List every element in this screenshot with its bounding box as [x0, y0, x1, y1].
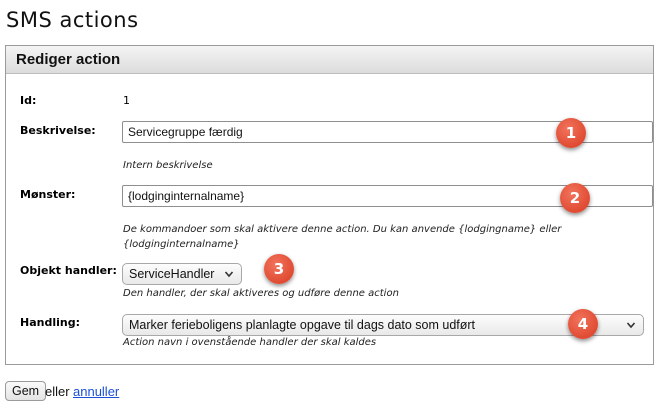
description-help: Intern beskrivelse [123, 160, 213, 171]
description-label: Beskrivelse: [20, 124, 96, 137]
object-handler-label: Objekt handler: [20, 264, 117, 277]
annotation-badge-2: 2 [560, 183, 590, 213]
chevron-down-icon [626, 319, 636, 331]
action-select[interactable] [122, 314, 644, 336]
cancel-link[interactable]: annuller [73, 384, 120, 399]
id-label: Id: [20, 94, 37, 107]
pattern-help-line2: {lodginginternalname} [123, 239, 240, 250]
panel-header: Rediger action [6, 46, 653, 74]
pattern-help-line1: De kommandoer som skal aktivere denne action. Du kan anvende {lodgingname} eller [123, 224, 562, 235]
save-button[interactable]: Gem [5, 381, 46, 401]
page-title: SMS actions [6, 8, 139, 32]
action-selected: Marker ferieboligens planlagte opgave til dags dato som udført [129, 318, 476, 332]
chevron-down-icon [224, 268, 234, 280]
annotation-badge-1: 1 [556, 118, 586, 148]
pattern-label: Mønster: [20, 188, 76, 201]
action-help: Action navn i ovenstående handler der skal kaldes [123, 337, 377, 348]
annotation-badge-4: 4 [568, 309, 598, 339]
action-label: Handling: [20, 316, 80, 329]
pattern-input[interactable]: {lodginginternalname} [122, 185, 653, 207]
id-value: 1 [123, 94, 130, 107]
object-handler-selected: ServiceHandler [129, 267, 215, 281]
annotation-badge-3: 3 [264, 254, 294, 284]
description-input[interactable]: Servicegruppe færdig [122, 121, 653, 143]
object-handler-help: Den handler, der skal aktiveres og udføre denne action [123, 288, 399, 299]
or-text: eller [45, 384, 70, 399]
object-handler-select[interactable] [122, 263, 242, 285]
